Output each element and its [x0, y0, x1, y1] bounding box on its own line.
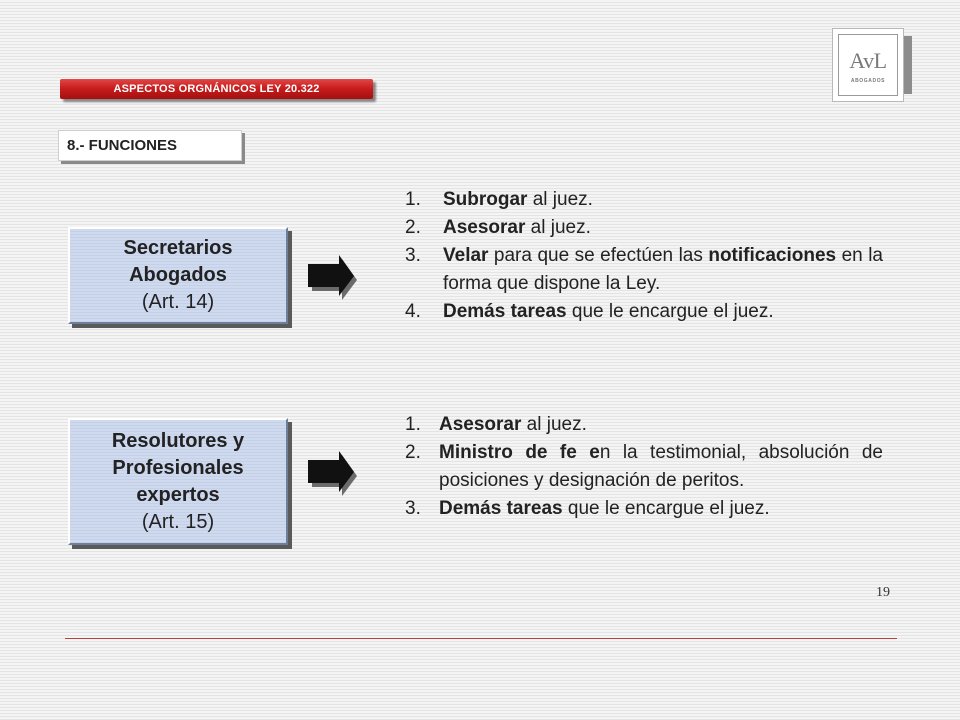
item-bold: Demás tareas: [443, 301, 567, 322]
item-rest: al juez.: [521, 414, 587, 435]
role-line: Profesionales: [112, 456, 244, 479]
item-text: [443, 298, 883, 326]
list-item: [405, 495, 883, 523]
item-number: 3.: [405, 245, 421, 266]
banner-label: ASPECTOS ORGNÁNICOS LEY 20.322: [113, 83, 320, 95]
right-arrow-icon: [306, 450, 358, 496]
item-rest: en la forma que dispone la Ley.: [443, 245, 883, 294]
item-text: [443, 242, 883, 298]
section-banner: [60, 79, 373, 99]
item-number: 2.: [405, 217, 421, 238]
list-item: [405, 242, 883, 298]
role-line: Abogados: [129, 264, 227, 286]
right-arrow-icon: [306, 254, 358, 300]
item-text: [439, 411, 883, 439]
item-rest: que le encargue el juez.: [566, 301, 774, 322]
role-article: (Art. 15): [141, 510, 215, 533]
item-bold: Subrogar: [443, 189, 528, 210]
item-bold: Demás tareas: [439, 498, 563, 519]
item-bold: Asesorar: [439, 414, 522, 435]
role-box-resolutores: [68, 418, 288, 545]
functions-list-resolutores: [405, 411, 883, 523]
item-text: [443, 214, 883, 242]
list-item: [405, 214, 883, 242]
item-number: 4.: [405, 301, 421, 322]
item-bold: notificaciones: [708, 245, 837, 266]
item-bold: Velar: [443, 245, 489, 266]
item-rest: al juez.: [527, 189, 593, 210]
item-bold: Asesorar: [443, 217, 526, 238]
role-line: expertos: [136, 483, 220, 506]
list-item: [405, 298, 883, 326]
role-line: Resolutores y: [111, 429, 245, 452]
company-logo: [832, 28, 904, 102]
item-number: 1.: [405, 189, 421, 210]
logo-frame: [838, 34, 898, 96]
section-heading: [58, 130, 242, 161]
item-rest: que le encargue el juez.: [562, 498, 770, 519]
list-item: [405, 411, 883, 439]
role-line: Secretarios: [123, 237, 233, 259]
list-item: [405, 186, 883, 214]
logo-subtitle: ABOGADOS: [850, 78, 886, 84]
item-text: [443, 186, 883, 214]
list-item: [405, 439, 883, 495]
footer-divider: [65, 638, 897, 639]
role-box-secretarios: [68, 227, 288, 324]
item-rest: para que se efectúen las: [488, 245, 709, 266]
page-number: 19: [876, 585, 890, 600]
item-number: 1.: [405, 414, 421, 435]
item-rest: al juez.: [525, 217, 591, 238]
item-text: [439, 439, 883, 495]
item-rest: n la testimonial, absolución de posiciones y designación de peritos.: [439, 442, 883, 491]
logo-mark: AvL: [849, 48, 887, 73]
section-heading-label: 8.- FUNCIONES: [67, 137, 178, 154]
item-number: 2.: [405, 442, 421, 463]
item-text: [439, 495, 883, 523]
item-bold: Ministro de fe e: [439, 442, 600, 463]
role-article: (Art. 14): [141, 291, 215, 313]
item-number: 3.: [405, 498, 421, 519]
functions-list-secretarios: [405, 186, 883, 326]
